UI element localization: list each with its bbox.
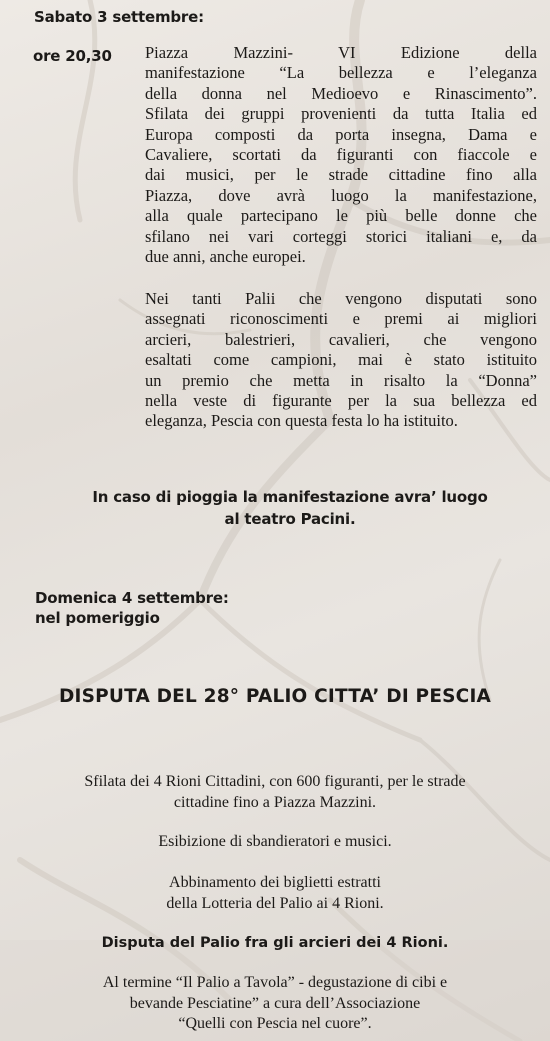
event-lottery-line-1: Abbinamento dei biglietti estratti <box>169 874 381 891</box>
event-archery: Disputa del Palio fra gli arcieri dei 4 Rioni. <box>101 935 449 951</box>
event-dinner-line-2: bevande Pesciatine” a cura dell’Associazione <box>129 994 421 1012</box>
saturday-paragraph-1-line-5: Europa composti da porta insegna, Dama e <box>145 124 537 144</box>
saturday-paragraph-2-line-3: arcieri, balestrieri, cavalieri, che vengono <box>145 329 537 349</box>
saturday-paragraph-1-line-1: Piazza Mazzini- VI Edizione della <box>145 43 537 62</box>
saturday-paragraph-1-line-7: dai musici, per le strade cittadine fino alla <box>145 165 537 185</box>
saturday-paragraph-1-line-8: Piazza, dove avrà luogo la manifestazione, <box>145 185 537 205</box>
rain-notice-line-1: In caso di pioggia la manifestazione avra’ luogo <box>92 488 488 506</box>
saturday-paragraph-2-line-2: assegnati riconoscimenti e premi ai migliori <box>145 309 537 329</box>
saturday-paragraph-2 <box>145 289 537 432</box>
event-lottery <box>20 873 530 914</box>
event-parade-line-2: cittadine fino a Piazza Mazzini. <box>173 793 377 811</box>
saturday-paragraph-2-line-6: nella veste di figurante per la sua bellezza ed <box>145 391 537 411</box>
saturday-paragraph-1-line-10: sfilano nei vari corteggi storici italiani e, da <box>145 226 537 246</box>
sunday-subheading: nel pomeriggio <box>35 609 160 627</box>
saturday-paragraph-2-line-4: esaltati come campioni, mai è stato istituito <box>145 350 537 370</box>
saturday-paragraph-1-line-6: Cavaliere, scortati da figuranti con fiaccole e <box>145 145 537 165</box>
event-dinner-line-3: “Quelli con Pescia nel cuore”. <box>178 1015 372 1032</box>
event-parade-line-1: Sfilata dei 4 Rioni Cittadini, con 600 figuranti, per le strade <box>84 773 466 790</box>
saturday-paragraph-1 <box>145 43 537 267</box>
event-parade <box>20 772 530 813</box>
rain-notice-line-2: al teatro Pacini. <box>224 510 356 528</box>
rain-notice <box>60 486 520 530</box>
saturday-paragraph-1-line-4: Sfilata dei gruppi provenienti da tutta Italia ed <box>145 104 537 124</box>
event-flag-wavers: Esibizione di sbandieratori e musici. <box>158 833 392 850</box>
saturday-paragraph-2-line-5: un premio che metta in risalto la “Donna” <box>145 370 537 390</box>
event-dinner-line-1: Al termine “Il Palio a Tavola” - degustazione di cibi e <box>102 974 448 991</box>
saturday-paragraph-1-line-11: due anni, anche europei. <box>145 247 306 267</box>
saturday-paragraph-2-line-1: Nei tanti Palii che vengono disputati sono <box>145 289 537 308</box>
event-lottery-line-2: della Lotteria del Palio ai 4 Rioni. <box>166 894 384 912</box>
saturday-heading: Sabato 3 settembre: <box>34 8 204 26</box>
event-dinner <box>20 973 530 1035</box>
saturday-time: ore 20,30 <box>33 47 112 65</box>
saturday-paragraph-1-line-9: alla quale partecipano le più belle donne che <box>145 206 537 226</box>
sunday-heading: Domenica 4 settembre: <box>35 589 229 607</box>
saturday-paragraph-2-line-7: eleganza, Pescia con questa festa lo ha istituito. <box>145 411 458 431</box>
saturday-paragraph-1-line-2: manifestazione “La bellezza e l’eleganza <box>145 63 537 83</box>
saturday-paragraph-1-line-3: della donna nel Medioevo e Rinascimento”. <box>145 83 537 103</box>
palio-title: DISPUTA DEL 28° PALIO CITTA’ DI PESCIA <box>58 686 492 707</box>
